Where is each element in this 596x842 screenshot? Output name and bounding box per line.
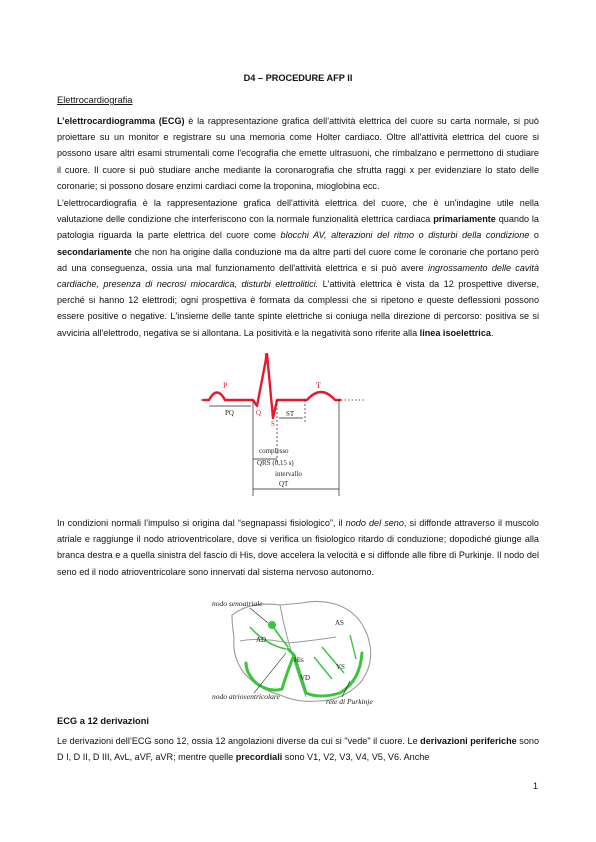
label-vs: VS [336, 663, 345, 671]
italic-nodo-del-seno: nodo del seno [345, 518, 404, 528]
heading-ecg-12-leads: ECG a 12 derivazioni [57, 716, 149, 726]
label-st: ST [286, 410, 295, 418]
document-title: D4 – PROCEDURE AFP II [243, 73, 353, 83]
ecg-waveform-figure [195, 348, 405, 506]
internodal-path [272, 625, 288, 647]
term-primariamente: primariamente [433, 214, 496, 225]
heart-conduction-figure [210, 597, 386, 707]
page-number: 1 [532, 781, 538, 791]
paragraph-text: è la rappresentazione grafica dell’attività elettrica del cuore su carta normale, si può proiettare su un monitor e registrare su una memoria come Holter cardiaco. Oltre all'attività elettrica del cuore si possono usare altri esami strumentali come l'ecografia che emette ultrasuoni, che rimbalzano e permettono di studiare il cuore. Il cuore si può studiare anche mediante la coronarografia che sfrutta raggi x per evidenziare lo stato delle coronarie; si possono dosare enzimi cardiaci come la troponina, mioglobina ecc. [57, 116, 539, 191]
paragraph-text: quando la patologia riguarda la parte elettrica del cuore come [57, 214, 539, 241]
label-intervallo: intervallo [275, 470, 302, 478]
paragraph-text: o [529, 230, 539, 241]
paragraph-text: In condizioni normali l’impulso si origina dal “segnapassi fisiologico”, il [57, 518, 346, 528]
leader-nodo-seno [250, 608, 268, 623]
label-s: S [271, 420, 275, 428]
section-title: Elettrocardiografia [57, 95, 133, 105]
label-nodo-av: nodo atrioventricolare [212, 692, 280, 701]
term-derivazioni-periferiche: derivazioni periferiche [420, 736, 517, 746]
label-purkinje: rete di Purkinje [326, 697, 373, 706]
paragraph-conduction [57, 515, 539, 580]
term-ecg: L’elettrocardiogramma (ECG) [57, 116, 185, 126]
paragraph-text: Le derivazioni dell’ECG sono 12, ossia 12 angolazioni diverse da cui si "vede" il cuore. Le [57, 736, 421, 746]
paragraph-text: L'elettrocardiografia è la rappresentazione grafica dell'attività elettrica del cuore, che è un'indagine utile nella valutazione delle condizione che interferiscono con la normale funzionalità elettrica cardiaca [57, 198, 539, 225]
italic-phrase: blocchi AV, alterazioni del ritmo o disturbi della condizione [280, 230, 530, 241]
term-precordiali: precordiali [235, 752, 283, 763]
paragraph-text: che non ha origine dalla conduzione ma da altre parti del cuore come le coronarie che portano però ad una conseguenza, ossia una mal funzionamento dell'attività elettrica e si può avere [57, 246, 539, 273]
label-qt: QT [279, 480, 289, 488]
label-nodo-seno: nodo senoatriale [212, 599, 263, 608]
term-linea-isoelettrica: linea isoelettrica [419, 327, 491, 338]
label-complesso: complesso [259, 447, 289, 455]
label-vd: VD [300, 674, 311, 682]
paragraph-text: , si diffonde attraverso il muscolo atriale e raggiunge il nodo atrioventricolare, dove si verifica un fisiologico ritardo di conduzione; dopodiché giunge alla branca destra e a quella sinistra del fascio di His, dove accelera la velocità e si diffonde alle fibre di Purkinje. Il nodo del seno ed il nodo atrioventricolare sono innervati dal sistema nervoso autonomo. [57, 518, 539, 577]
italic-phrase: ingrossamento delle cavità cardiache, presenza di necrosi miocardica, disturbi elettrolitici. [57, 262, 540, 290]
paragraph-leads [57, 733, 539, 765]
label-pq: PQ [225, 409, 234, 417]
paragraph-text: sono D I, D II, D III, AvL, aVF, aVR; mentre quelle [57, 736, 540, 763]
purkinje-fibers [314, 635, 356, 679]
label-q: Q [256, 409, 262, 417]
label-ad: AD [256, 636, 267, 644]
label-qrs: QRS (0,15 s) [257, 459, 294, 467]
term-secondariamente: secondariamente [57, 246, 132, 257]
paragraph-electrocardiography [57, 195, 539, 341]
leader-purkinje [342, 681, 350, 697]
label-as: AS [335, 619, 344, 627]
label-r: R [264, 352, 270, 361]
label-his: His [294, 656, 304, 664]
paragraph-ecg-definition [57, 113, 539, 194]
paragraph-text: L'attività elettrica è vista da 12 prospettive diverse, perché si hanno 12 elettrodi; ogni prospettiva è formata da complessi che si ripetono e queste deflessioni possono essere positive o negative. L'insieme delle tante spinte elettriche si coniuga nella direzione di percorso: positiva se si avvicina all'elettrodo, negativa se si allontana. La positività e la negatività sono riferite alla [57, 279, 539, 338]
paragraph-text: . [490, 327, 494, 338]
paragraph-text: sono V1, V2, V3, V4, V5, V6. Anche [282, 752, 430, 763]
label-p: P [223, 381, 228, 390]
label-t: T [316, 381, 321, 390]
